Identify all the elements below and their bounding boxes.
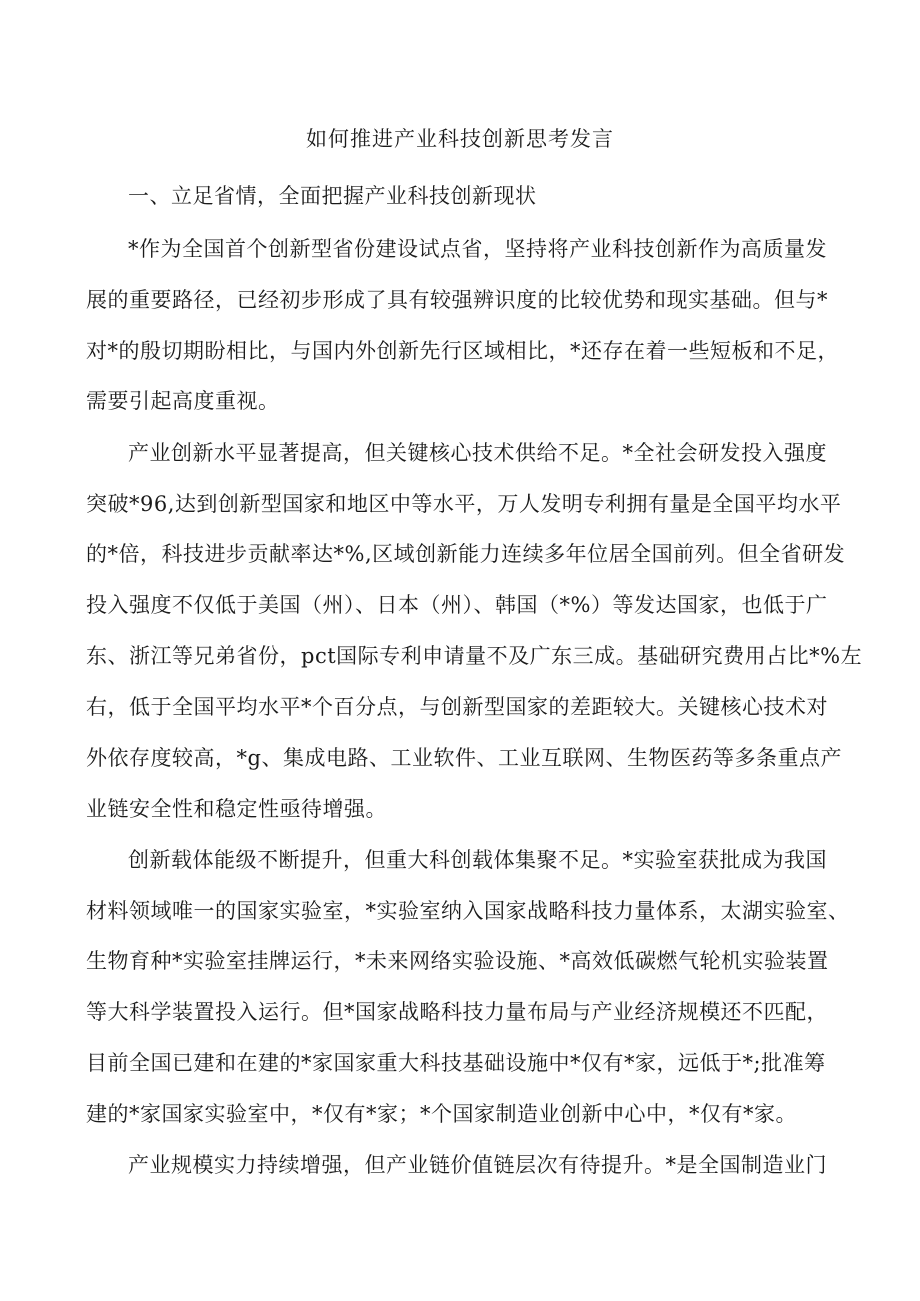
paragraph-line: 投入强度不仅低于美国（州）、日本（州）、韩国（*%）等发达国家，也低于广	[86, 593, 828, 617]
paragraph-line: 材料领域唯一的国家实验室，*实验室纳入国家战略科技力量体系，太湖实验室、	[86, 899, 850, 923]
paragraph-line: 生物育种*实验室挂牌运行，*未来网络实验设施、*高效低碳燃气轮机实验装置	[86, 949, 829, 973]
paragraph-line: 展的重要路径，已经初步形成了具有较强辨识度的比较优势和现实基础。但与*	[86, 288, 828, 312]
paragraph-line: 等大科学装置投入运行。但*国家战略科技力量布局与产业经济规模还不匹配，	[86, 1000, 828, 1024]
paragraph-line: 外依存度较高，*g、集成电路、工业软件、工业互联网、生物医药等多条重点产	[86, 746, 842, 770]
paragraph-line: 业链安全性和稳定性亟待增强。	[86, 797, 387, 821]
paragraph-line: 建的*家国家实验室中，*仅有*家；*个国家制造业创新中心中，*仅有*家。	[86, 1102, 797, 1126]
paragraph-line: 产业规模实力持续增强，但产业链价值链层次有待提升。*是全国制造业门	[128, 1153, 827, 1177]
section-heading: 一、立足省情，全面把握产业科技创新现状	[128, 184, 537, 208]
paragraph-line: 东、浙江等兄弟省份，pct国际专利申请量不及广东三成。基础研究费用占比*%左	[86, 644, 863, 668]
paragraph-line: 的*倍，科技进步贡献率达*%,区域创新能力连续多年位居全国前列。但全省研发	[86, 542, 846, 566]
paragraph-line: 需要引起高度重视。	[86, 389, 280, 413]
document-title: 如何推进产业科技创新思考发言	[306, 127, 614, 151]
paragraph-line: 产业创新水平显著提高，但关键核心技术供给不足。*全社会研发投入强度	[128, 441, 827, 465]
paragraph-line: 对*的殷切期盼相比，与国内外创新先行区域相比，*还存在着一些短板和不足，	[86, 339, 839, 363]
paragraph-line: 目前全国已建和在建的*家国家重大科技基础设施中*仅有*家，远低于*;批准筹	[86, 1051, 826, 1075]
paragraph-line: 右，低于全国平均水平*个百分点，与创新型国家的差距较大。关键核心技术对	[86, 695, 828, 719]
paragraph-line: *作为全国首个创新型省份建设试点省，坚持将产业科技创新作为高质量发	[128, 237, 827, 261]
paragraph-line: 创新载体能级不断提升，但重大科创载体集聚不足。*实验室获批成为我国	[128, 848, 827, 872]
paragraph-line: 突破*96,达到创新型国家和地区中等水平，万人发明专利拥有量是全国平均水平	[86, 492, 842, 516]
